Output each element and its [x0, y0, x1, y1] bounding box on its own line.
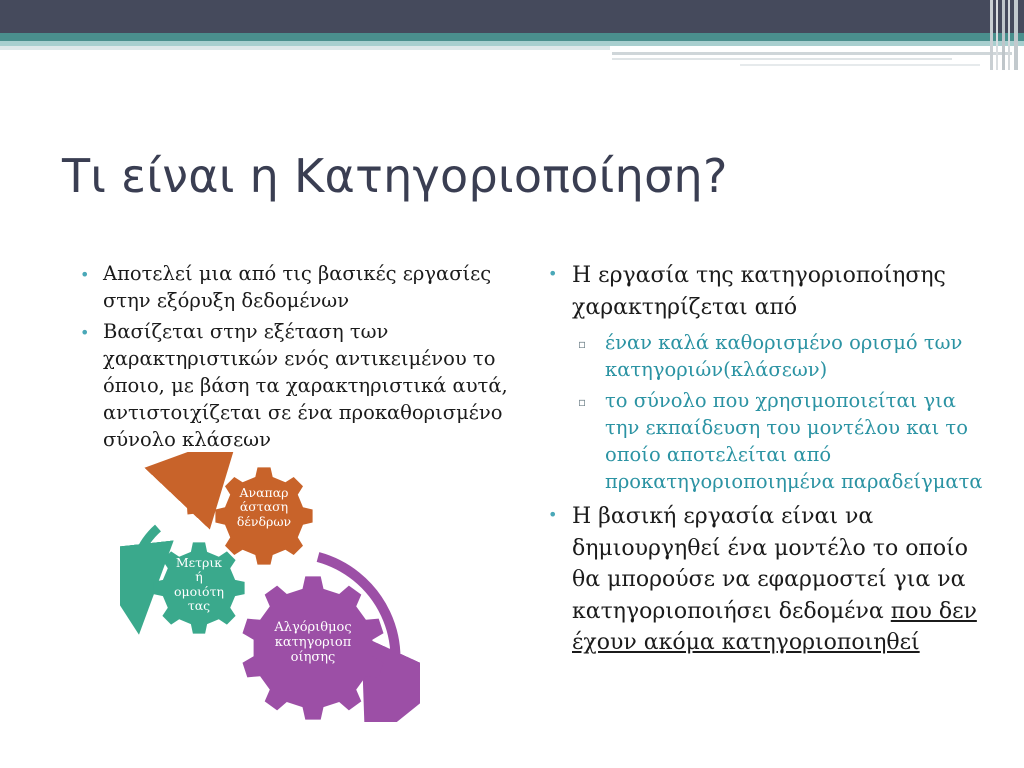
gear-label-classification-algorithm: Αλγόριθμος κατηγοριοπ οίησης [274, 620, 352, 665]
right-bullet-item [544, 501, 984, 659]
gear-label-similarity-metric: Μετρικ ή ομοιότη τας [173, 555, 224, 614]
bullet-dot-icon: • [80, 265, 90, 284]
square-bullet-icon: ▫ [578, 337, 587, 351]
sub-bullet-text: το σύνολο που χρησιμοποιείται για την εκπαίδευση του μοντέλου και το οποίο αποτελείται από προκατηγοριοποιημένα παραδείγματα [605, 389, 983, 493]
gear-cycle-diagram [120, 452, 420, 722]
sub-bullet-item [572, 387, 984, 495]
gear-label-tree-representation: Αναπαρ άσταση δένδρων [236, 485, 292, 529]
left-bullet-item [76, 318, 516, 453]
right-bullet-item [544, 260, 984, 495]
bullet-dot-icon: • [548, 505, 558, 524]
slide-title: Τι είναι η Κατηγοριοποίηση? [62, 149, 728, 203]
left-bullet-text: Αποτελεί μια από τις βασικές εργασίες στην εξόρυξη δεδομένων [103, 262, 492, 312]
sub-bullet-list [572, 329, 984, 495]
header-bar [0, 0, 1024, 70]
square-bullet-icon: ▫ [578, 395, 587, 409]
sub-bullet-text: έναν καλά καθορισμένο ορισμό των κατηγοριών(κλάσεων) [605, 331, 963, 381]
right-bullet-list [544, 260, 984, 665]
right-bullet-text: Η εργασία της κατηγοριοποίησης χαρακτηρίζεται από [572, 263, 946, 320]
left-bullet-list [76, 260, 516, 457]
right-bullet-text-plain: Η βασική εργασία είναι να δημιουργηθεί ένα μοντέλο το οποίο θα μπορούσε να εφαρμοστεί για να κατηγοριοποιήσει δεδομένα [572, 504, 969, 624]
underlined-phrase: που δεν έχουν ακόμα κατηγοριοποιηθεί [572, 598, 977, 655]
bullet-dot-icon: • [80, 323, 90, 342]
left-bullet-text: Βασίζεται στην εξέταση των χαρακτηριστικών ενός αντικειμένου το όποιο, με βάση τα χαρακτηριστικά αυτά, αντιστοιχίζεται σε ένα προκαθορισμένο σύνολο κλάσεων [103, 320, 508, 451]
left-bullet-item [76, 260, 516, 314]
sub-bullet-item [572, 329, 984, 383]
right-bullet-text [572, 504, 977, 655]
bullet-dot-icon: • [548, 264, 558, 283]
